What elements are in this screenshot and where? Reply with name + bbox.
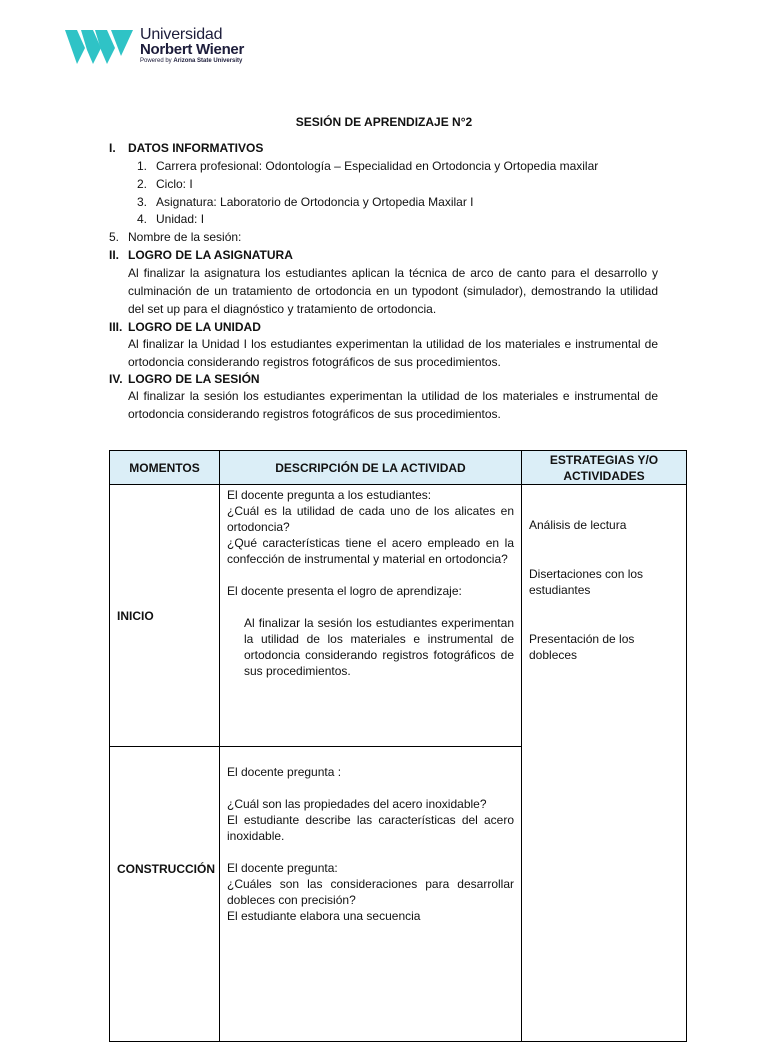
inicio-description [220, 485, 522, 747]
header-momentos: MOMENTOS [110, 451, 220, 485]
moment-inicio: INICIO [110, 485, 220, 747]
section-4-text: Al finalizar la sesión los estudiantes experimentan la utilidad de los materiales e instrumental de ortodoncia considerando registros fotográficos de sus procedimientos. [128, 389, 658, 421]
construccion-description [220, 747, 522, 1042]
strategies-cell [522, 485, 687, 1042]
strategy-item: Análisis de lectura [529, 518, 627, 532]
session-table [109, 450, 687, 1042]
cell-text: El docente presenta el logro de aprendizaje: [227, 584, 462, 598]
header-descripcion: DESCRIPCIÓN DE LA ACTIVIDAD [220, 451, 522, 485]
list-item-session-name: 5. Nombre de la sesión: [109, 230, 242, 244]
cell-text: ¿Cuál son las propiedades del acero inoxidable? [227, 797, 487, 811]
logo-line-1: Universidad [140, 26, 223, 43]
table-row-inicio [110, 485, 687, 747]
moment-construccion: CONSTRUCCIÓN [110, 747, 220, 1042]
strategy-item: Disertaciones con los estudiantes [529, 567, 644, 597]
university-logo-icon [63, 26, 135, 66]
quoted-achievement: Al finalizar la sesión los estudiantes experimentan la utilidad de los materiales e instrumental de ortodoncia considerando registros fotográficos de sus procedimientos. [244, 616, 514, 678]
cell-text: ¿Cuáles son las consideraciones para desarrollar dobleces con precisión? [227, 877, 514, 907]
header-estrategias: ESTRATEGIAS Y/O ACTIVIDADES [522, 451, 687, 485]
cell-text: El docente pregunta: [227, 861, 338, 875]
university-logo [63, 26, 263, 68]
list-item: 2. Ciclo: I [137, 177, 193, 191]
section-3-heading: III. LOGRO DE LA UNIDAD [109, 320, 261, 334]
table-header-row [110, 451, 687, 485]
section-4-heading: IV. LOGRO DE LA SESIÓN [109, 372, 260, 386]
cell-text: El estudiante describe las características del acero inoxidable. [227, 813, 514, 843]
list-item: 1. Carrera profesional: Odontología – Especialidad en Ortodoncia y Ortopedia maxilar [137, 159, 599, 173]
cell-text: El estudiante elabora una secuencia [227, 909, 421, 923]
strategy-item: Presentación de los dobleces [529, 632, 635, 662]
cell-text: ¿Cuál es la utilidad de cada uno de los alicates en ortodoncia? [227, 504, 514, 534]
cell-text: ¿Qué características tiene el acero empleado en la confección de instrumental y material en ortodoncia? [227, 536, 514, 566]
logo-tagline: Powered by Arizona State University [140, 58, 243, 64]
logo-line-2: Norbert Wiener [140, 41, 245, 58]
list-item: 4. Unidad: I [137, 212, 205, 226]
page-title: SESIÓN DE APRENDIZAJE N°2 [295, 115, 473, 129]
list-item: 3. Asignatura: Laboratorio de Ortodoncia y Ortopedia Maxilar I [137, 195, 474, 209]
section-2-heading: II. LOGRO DE LA ASIGNATURA [109, 248, 293, 262]
section-2-text: Al finalizar la asignatura los estudiantes aplican la técnica de arco de canto para el desarrollo y culminación de un tratamiento de ortodoncia en un typodont (simulador), demostrando la utilidad del set up para el diagnóstico y tratamiento de ortodoncia. [128, 266, 658, 316]
cell-text: El docente pregunta a los estudiantes: [227, 488, 432, 502]
section-3-text: Al finalizar la Unidad I los estudiantes experimentan la utilidad de los materiales e instrumental de ortodoncia considerando registros fotográficos de sus procedimientos. [128, 337, 658, 369]
section-1-heading: I. DATOS INFORMATIVOS [109, 141, 264, 155]
cell-text: El docente pregunta : [227, 765, 342, 779]
